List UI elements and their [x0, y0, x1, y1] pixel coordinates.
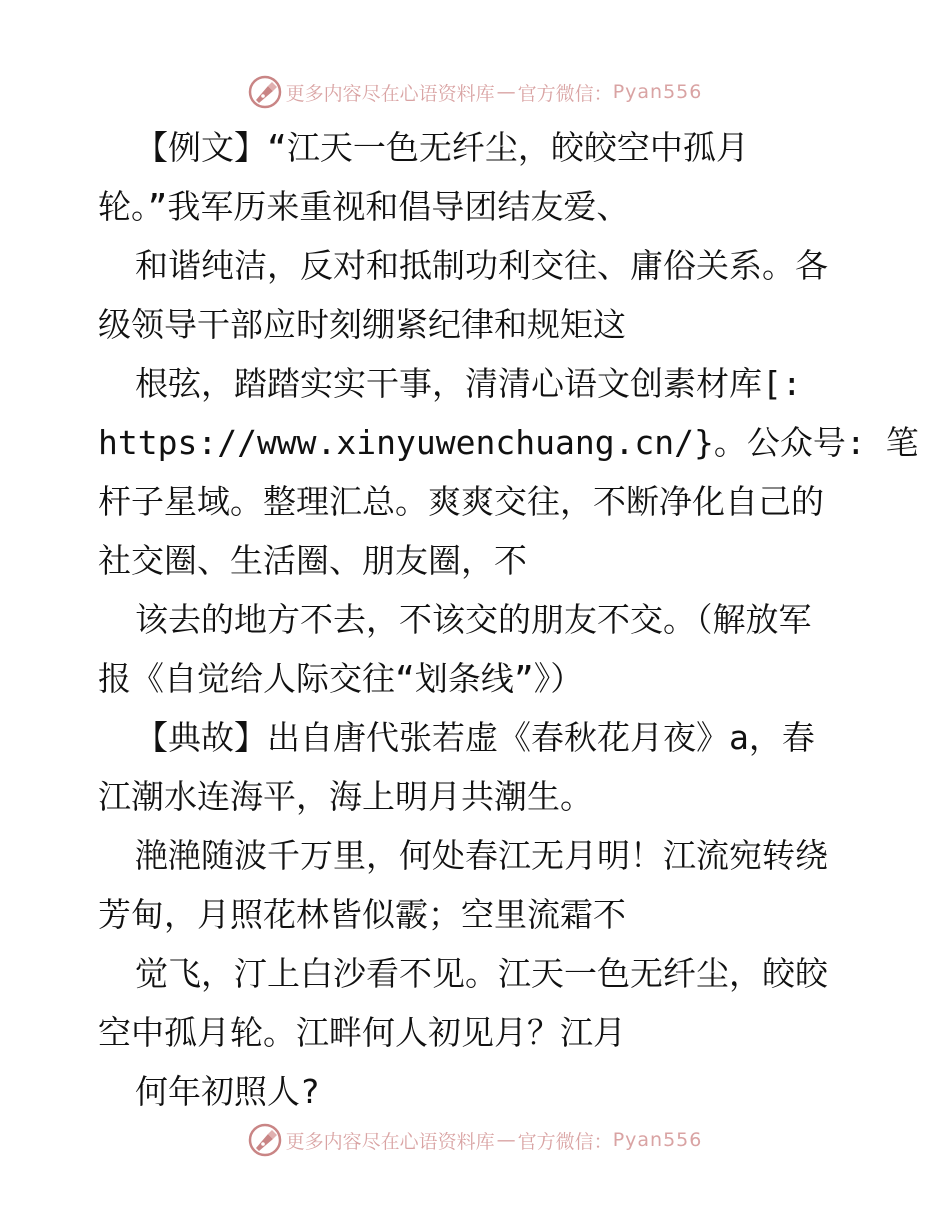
text-line: 报《自觉给人际交往“划条线”》）	[98, 659, 584, 698]
footer-banner	[248, 1123, 703, 1157]
text-line: 空中孤月轮。江畔何人初见月？江月	[98, 1013, 626, 1052]
text-line: 芳甸，月照花林皆似霰；空里流霜不	[98, 895, 626, 934]
header-separator: —	[496, 81, 516, 103]
footer-brand: Pyan556	[612, 1129, 703, 1151]
text-line: 社交圈、生活圈、朋友圈，不	[98, 541, 527, 580]
footer-official-label: 官方微信：	[517, 1130, 613, 1153]
pen-nib-icon	[248, 75, 282, 109]
text-line: 该去的地方不去，不该交的朋友不交。（解放军	[135, 600, 812, 639]
document-body	[98, 118, 919, 1121]
page-header	[0, 72, 950, 112]
text-line: 和谐纯洁，反对和抵制功利交往、庸俗关系。各	[135, 246, 828, 285]
text-line: https://www.xinyuwenchuang.cn/}。公众号: 笔	[98, 423, 919, 462]
page-footer	[0, 1120, 950, 1160]
header-banner	[248, 75, 703, 109]
text-line: 滟滟随波千万里，何处春江无月明！江流宛转绕	[135, 836, 828, 875]
pen-nib-icon	[248, 1123, 282, 1157]
text-line: 根弦，踏踏实实干事，清清心语文创素材库[:	[135, 364, 802, 403]
text-line: 【典故】出自唐代张若虚《春秋花月夜》a，春	[135, 718, 815, 757]
header-brand: Pyan556	[612, 81, 703, 103]
text-line: 级领导干部应时刻绷紧纪律和规矩这	[98, 305, 626, 344]
footer-text: 更多内容尽在心语资料库	[285, 1130, 495, 1153]
footer-separator: —	[496, 1129, 516, 1151]
text-line: 觉飞，汀上白沙看不见。江天一色无纤尘，皎皎	[135, 954, 828, 993]
header-official-label: 官方微信：	[517, 82, 613, 105]
header-text: 更多内容尽在心语资料库	[285, 82, 495, 105]
text-line: 何年初照人?	[135, 1072, 320, 1111]
text-line: 轮。”我军历来重视和倡导团结友爱、	[98, 187, 630, 226]
text-line: 杆子星域。整理汇总。爽爽交往，不断净化自己的	[98, 482, 824, 521]
text-line: 【例文】“江天一色无纤尘，皎皎空中孤月	[135, 128, 749, 167]
text-line: 江潮水连海平，海上明月共潮生。	[98, 777, 593, 816]
